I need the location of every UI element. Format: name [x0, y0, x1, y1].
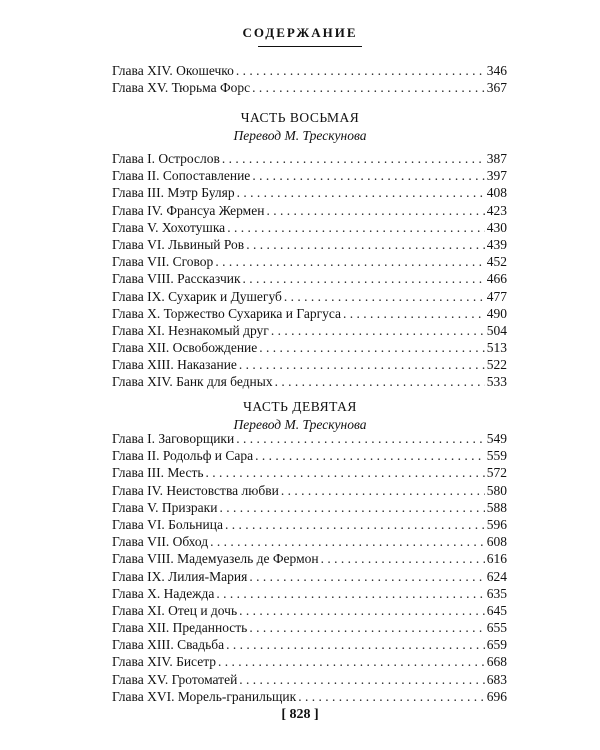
dot-leader	[321, 550, 485, 567]
part9-title: ЧАСТЬ ДЕВЯТАЯ	[243, 399, 357, 414]
toc-entry-title: Глава VI. Львиный Ров	[112, 236, 245, 252]
toc-entry-page: 668	[486, 654, 507, 670]
toc-entry-page: 596	[486, 516, 507, 532]
toc-continued	[112, 62, 507, 96]
toc-entry-page: 696	[486, 688, 507, 704]
toc-entry-title: Глава II. Родольф и Сара	[112, 448, 254, 464]
toc-entry-title: Глава VI. Больница	[112, 516, 223, 532]
toc-entry-title: Глава V. Призраки	[112, 499, 218, 515]
toc-entry-title: Глава XI. Незнакомый друг	[112, 322, 269, 338]
toc-entry-page: 346	[486, 63, 507, 78]
toc-entry-page: 452	[486, 254, 507, 270]
toc-entry-title: Глава XV. Гротоматей	[112, 671, 238, 687]
toc-entry	[112, 288, 507, 305]
toc-entry	[112, 499, 507, 516]
toc-entry-page: 430	[486, 219, 507, 235]
toc-entry	[112, 322, 507, 339]
toc-entry-page: 397	[486, 168, 507, 184]
dot-leader	[225, 516, 485, 533]
dot-leader	[275, 373, 485, 390]
dot-leader	[252, 167, 484, 184]
toc-entry-page: 504	[486, 322, 507, 338]
toc-entry	[112, 219, 507, 236]
dot-leader	[226, 636, 485, 653]
toc-entry-page: 533	[486, 374, 507, 390]
toc-entry	[112, 447, 507, 464]
dot-leader	[236, 62, 485, 79]
toc-entry-title: Глава XII. Освобождение	[112, 340, 258, 356]
toc-entry-title: Глава XIV. Бисетр	[112, 654, 217, 670]
toc-entry-title: Глава XII. Преданность	[112, 620, 248, 636]
toc-entry-page: 624	[486, 568, 507, 584]
dot-leader	[266, 202, 484, 219]
dot-leader	[216, 585, 484, 602]
toc-entry-page: 572	[486, 465, 507, 481]
toc-entry	[112, 62, 507, 79]
toc-entry-page: 588	[486, 499, 507, 515]
toc-entry-page: 549	[486, 431, 507, 446]
toc-entry-page: 580	[486, 482, 507, 498]
dot-leader	[259, 339, 484, 356]
part8-translator: Перевод М. Трескунова	[233, 128, 367, 143]
toc-entry-page: 387	[486, 151, 507, 166]
dot-leader	[227, 219, 485, 236]
toc-entry-page: 367	[486, 80, 507, 96]
toc-entry-title: Глава I. Острослов	[112, 151, 220, 166]
toc-entry	[112, 636, 507, 653]
toc-entry	[112, 305, 507, 322]
toc-entry-title: Глава XI. Отец и дочь	[112, 602, 238, 618]
dot-leader	[246, 236, 485, 253]
toc-entry-title: Глава XV. Тюрьма Форс	[112, 80, 251, 96]
toc-entry-title: Глава IV. Франсуа Жермен	[112, 202, 265, 218]
toc-entry	[112, 653, 507, 670]
toc-entry-page: 659	[486, 637, 507, 653]
dot-leader	[298, 688, 485, 705]
dot-leader	[239, 671, 484, 688]
toc-entry	[112, 253, 507, 270]
toc-entry-page: 439	[486, 236, 507, 252]
toc-entry-title: Глава XIV. Окошечко	[112, 63, 234, 78]
toc-entry-page: 683	[486, 671, 507, 687]
toc-entry-page: 635	[486, 585, 507, 601]
toc-part9	[112, 430, 507, 705]
toc-entry-page: 423	[486, 202, 507, 218]
toc-entry	[112, 150, 507, 167]
dot-leader	[239, 356, 485, 373]
toc-entry	[112, 585, 507, 602]
header-rule	[258, 46, 362, 47]
toc-entry	[112, 602, 507, 619]
toc-entry-title: Глава III. Месть	[112, 465, 204, 481]
dot-leader	[249, 568, 484, 585]
dot-leader	[219, 499, 484, 516]
dot-leader	[271, 322, 485, 339]
dot-leader	[222, 150, 485, 167]
toc-entry-page: 490	[486, 305, 507, 321]
toc-entry	[112, 356, 507, 373]
toc-entry-page: 559	[486, 448, 507, 464]
toc-entry-title: Глава X. Надежда	[112, 585, 215, 601]
toc-entry	[112, 79, 507, 96]
dot-leader	[284, 288, 485, 305]
toc-entry	[112, 202, 507, 219]
toc-part8	[112, 150, 507, 391]
toc-entry	[112, 568, 507, 585]
toc-entry-page: 477	[486, 288, 507, 304]
dot-leader	[206, 464, 485, 481]
dot-leader	[255, 447, 485, 464]
part8-title: ЧАСТЬ ВОСЬМАЯ	[240, 110, 360, 125]
toc-entry	[112, 167, 507, 184]
toc-entry-title: Глава IX. Сухарик и Душегуб	[112, 288, 282, 304]
toc-entry-title: Глава VIII. Мадемуазель де Фермон	[112, 551, 319, 567]
toc-entry-title: Глава IX. Лилия-Мария	[112, 568, 248, 584]
dot-leader	[218, 653, 485, 670]
dot-leader	[210, 533, 485, 550]
part9-translator: Перевод М. Трескунова	[233, 417, 367, 432]
toc-entry-title: Глава X. Торжество Сухарика и Гаргуса	[112, 305, 342, 321]
dot-leader	[239, 602, 485, 619]
toc-entry	[112, 373, 507, 390]
toc-entry-title: Глава II. Сопоставление	[112, 168, 251, 184]
dot-leader	[252, 79, 485, 96]
toc-entry-page: 466	[486, 271, 507, 287]
toc-entry	[112, 533, 507, 550]
toc-entry-page: 522	[486, 357, 507, 373]
toc-entry	[112, 516, 507, 533]
toc-entry-page: 645	[486, 602, 507, 618]
toc-entry	[112, 619, 507, 636]
toc-entry-page: 616	[486, 551, 507, 567]
toc-entry	[112, 184, 507, 201]
toc-entry-title: Глава VII. Обход	[112, 534, 209, 550]
toc-entry-title: Глава XVI. Морель-гранильщик	[112, 688, 297, 704]
dot-leader	[215, 253, 484, 270]
page-header-title: СОДЕРЖАНИЕ	[242, 25, 358, 40]
dot-leader	[343, 305, 485, 322]
page-number: [ 828 ]	[281, 707, 319, 722]
toc-entry	[112, 688, 507, 705]
toc-entry	[112, 236, 507, 253]
toc-entry-page: 655	[486, 620, 507, 636]
toc-entry	[112, 430, 507, 447]
toc-entry	[112, 671, 507, 688]
toc-entry-title: Глава XIII. Наказание	[112, 357, 237, 373]
toc-entry-page: 608	[486, 534, 507, 550]
toc-entry	[112, 482, 507, 499]
toc-entry-title: Глава I. Заговорщики	[112, 431, 235, 446]
toc-entry	[112, 270, 507, 287]
dot-leader	[281, 482, 485, 499]
toc-entry-title: Глава IV. Неистовства любви	[112, 482, 279, 498]
dot-leader	[243, 270, 485, 287]
dot-leader	[237, 184, 485, 201]
toc-entry-page: 513	[486, 340, 507, 356]
toc-entry-title: Глава V. Хохотушка	[112, 219, 226, 235]
toc-entry-title: Глава XIII. Свадьба	[112, 637, 225, 653]
toc-entry	[112, 550, 507, 567]
toc-entry-title: Глава VIII. Рассказчик	[112, 271, 241, 287]
toc-entry-title: Глава XIV. Банк для бедных	[112, 374, 273, 390]
toc-entry	[112, 464, 507, 481]
dot-leader	[236, 430, 485, 447]
toc-entry	[112, 339, 507, 356]
dot-leader	[249, 619, 484, 636]
toc-entry-page: 408	[486, 185, 507, 201]
toc-entry-title: Глава III. Мэтр Буляр	[112, 185, 235, 201]
toc-entry-title: Глава VII. Сговор	[112, 254, 214, 270]
